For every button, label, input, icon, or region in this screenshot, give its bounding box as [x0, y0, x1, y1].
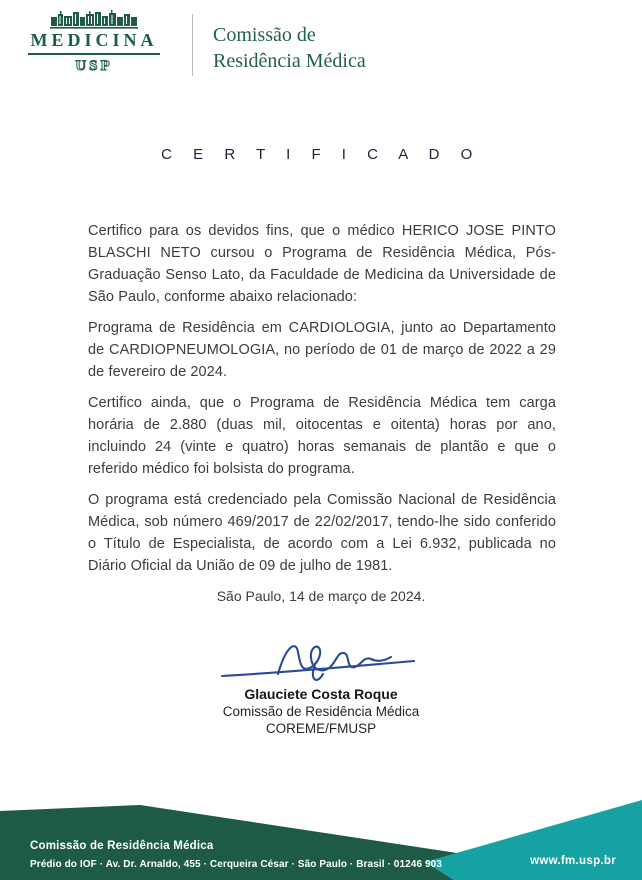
fmusp-logo: [28, 10, 160, 75]
certificate-paragraph: Programa de Residência em CARDIOLOGIA, junto ao Departamento de CARDIOPNEUMOLOGIA, no período de 01 de março de 2022 a 29 de fevereiro de 2024.: [88, 320, 556, 380]
certificate-body: [88, 220, 556, 586]
certificate-paragraph: Certifico para os devidos fins, que o médico HERICO JOSE PINTO BLASCHI NETO cursou o Programa de Residência Médica, Pós-Graduação Senso Lato, da Faculdade de Medicina da Universidade de São Paulo, conforme abaixo relacionado:: [88, 223, 556, 305]
certificate-paragraph: Certifico ainda, que o Programa de Residência Médica tem carga horária de 2.880 (duas mil, oitocentas e oitenta) horas por ano, incluindo 24 (vinte e quatro) horas semanais de plantão e que o referido médico foi bolsista do programa.: [88, 395, 556, 477]
header-divider: [192, 14, 193, 76]
commission-title-line1: Comissão de: [213, 24, 316, 46]
date-line: São Paulo, 14 de março de 2024.: [216, 588, 426, 604]
signer-org: Comissão de Residência Médica: [222, 704, 420, 719]
signature-block: [0, 634, 642, 736]
logo-medicina-text: MEDICINA: [30, 30, 158, 50]
buildings-icon: [50, 10, 138, 29]
footer-website: www.fm.usp.br: [530, 855, 616, 867]
logo-rule: [28, 53, 160, 55]
certificate-paragraph: O programa está credenciado pela Comissão Nacional de Residência Médica, sob número 469/2017 de 22/02/2017, tendo-lhe sido conferido o Título de Especialista, de acordo com a Lei 6.932, publicada no Diário Oficial da União de 09 de julho de 1981.: [88, 492, 556, 574]
footer-org: Comissão de Residência Médica: [30, 840, 214, 852]
signer-name: Glauciete Costa Roque: [244, 686, 398, 702]
footer-address: Prédio do IOF · Av. Dr. Arnaldo, 455 · Cerqueira César · São Paulo · Brasil · 01246 903: [30, 859, 442, 870]
certificate-title: C E R T I F I C A D O: [161, 146, 481, 163]
handwritten-signature-icon: [216, 634, 426, 684]
signer-unit: COREME/FMUSP: [265, 721, 377, 736]
commission-title-line2: Residência Médica: [213, 50, 366, 72]
logo-usp-text: USP: [75, 58, 113, 74]
commission-title: [213, 22, 366, 74]
